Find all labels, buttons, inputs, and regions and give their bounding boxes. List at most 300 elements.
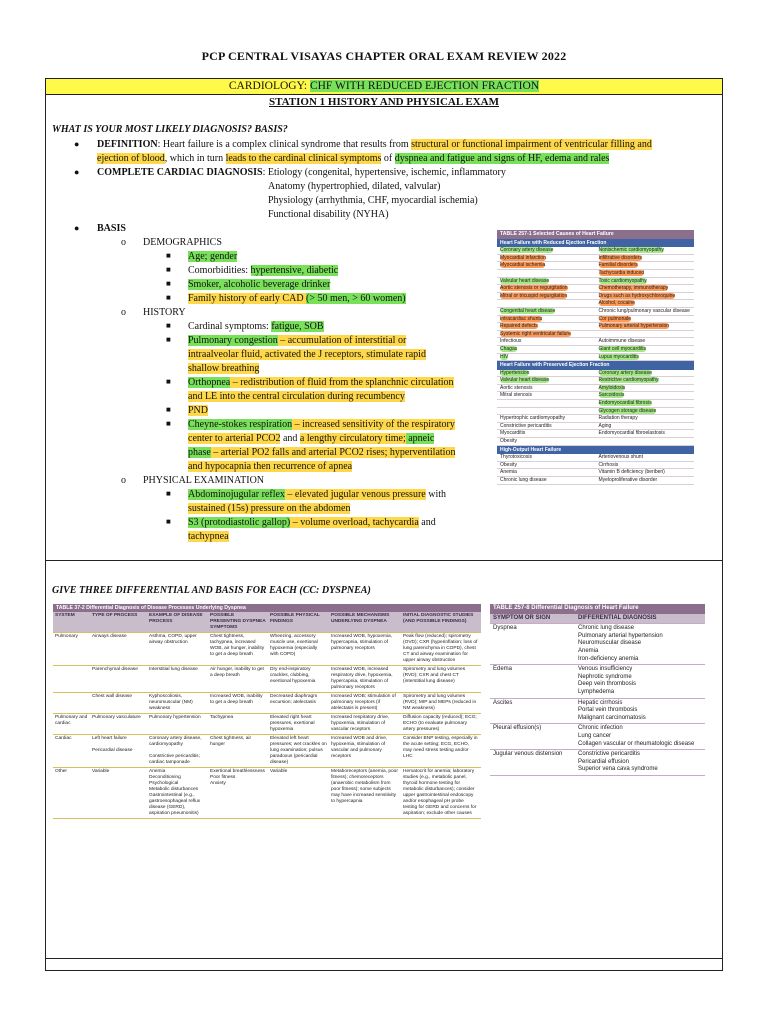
table-cell bbox=[596, 385, 695, 392]
table-row bbox=[497, 385, 694, 393]
table-cell-text: Coronary artery disease bbox=[500, 247, 554, 254]
table-257-1-section: Heart Failure with Reduced Ejection Fraction bbox=[497, 239, 694, 248]
table-cell-text: Endomyocardial fibroelastosis bbox=[598, 430, 665, 437]
table-cell-text: Myocardial infarction bbox=[500, 254, 546, 261]
table-cell: Dyspnea bbox=[493, 625, 517, 632]
table-257-1 bbox=[497, 230, 694, 485]
table-cell bbox=[497, 415, 596, 422]
table-cell-text: Drugs such as hydroxychloroquine bbox=[598, 292, 676, 299]
table-cell-text: Valvular heart disease bbox=[500, 277, 550, 284]
table-cell-text: Hypertension bbox=[500, 369, 530, 376]
table-header-cell: SYMPTOM OR SIGN bbox=[493, 614, 551, 621]
table-cell bbox=[497, 300, 596, 307]
table-cell: Parenchymal disease bbox=[92, 667, 138, 672]
history-item-4 bbox=[188, 404, 208, 417]
table-cell bbox=[497, 438, 596, 445]
bullet-square: ■ bbox=[166, 279, 171, 288]
demo-item-4 bbox=[188, 292, 406, 305]
table-cell bbox=[596, 377, 695, 384]
table-cell: Pulmonary bbox=[55, 634, 78, 639]
table-cell: Chest tightness, tachypnea, increased WOB, air hunger, inability to get a deep breath bbox=[210, 634, 265, 657]
history-item-3-cont bbox=[188, 390, 405, 403]
table-37-2-title: TABLE 37-2 Differential Diagnosis of Disease Processes Underlying Dyspnea bbox=[53, 604, 481, 612]
table-cell: Spirometry and lung volumes (RVD); CXR and chest CT (interstitial lung disease) bbox=[403, 667, 466, 684]
history-text: shallow breathing bbox=[188, 363, 260, 374]
table-row bbox=[497, 430, 694, 438]
demo-text: Comorbidities: bbox=[188, 265, 251, 276]
table-cell-text: Nonischemic cardiomyopathy bbox=[598, 247, 664, 254]
table-cell bbox=[596, 454, 695, 461]
table-cell-text: Congenital heart disease bbox=[500, 307, 556, 314]
table-cell-text: Infectious bbox=[500, 338, 522, 345]
table-cell bbox=[497, 293, 596, 300]
pe-highlight: S3 (protodiastolic gallop) bbox=[188, 517, 291, 528]
table-cell: Anemia Deconditioning Psychological Metabolic disturbances Gastrointestinal (e.g., gastroesophageal reflux disease (GERD), aspiration pneumonitis) bbox=[149, 769, 201, 816]
definition-label: DEFINITION bbox=[97, 139, 158, 150]
history-text: hyperventilation bbox=[389, 447, 456, 458]
pe-text: – volume overload, tachycardia bbox=[290, 517, 419, 528]
table-cell-text: Myocarditis bbox=[500, 430, 526, 437]
table-header-cell: POSSIBLE PHYSICAL FINDINGS bbox=[270, 613, 320, 624]
pe-text: on the abdomen bbox=[284, 503, 351, 514]
table-row bbox=[497, 370, 694, 378]
table-cell bbox=[497, 338, 596, 345]
table-cell bbox=[596, 300, 695, 307]
table-row bbox=[497, 316, 694, 324]
definition-highlight: dyspnea and fatigue and signs of HF, edema and rales bbox=[394, 153, 610, 164]
table-cell bbox=[497, 370, 596, 377]
table-cell-text: Intracardiac shunts bbox=[500, 315, 543, 322]
complete-dx-physiology: Physiology (arrhythmia, CHF, myocardial ischemia) bbox=[268, 195, 478, 206]
table-cell: Chest wall disease bbox=[92, 694, 132, 699]
pe-heading: PHYSICAL EXAMINATION bbox=[143, 475, 265, 486]
history-text: – increased sensitivity of the respiratory bbox=[292, 419, 455, 430]
table-cell bbox=[497, 278, 596, 285]
pe-item-2 bbox=[188, 516, 436, 529]
table-cell bbox=[497, 392, 596, 399]
demo-text: Family history of early CAD bbox=[188, 293, 307, 304]
table-header-cell: TYPE OF PROCESS bbox=[92, 613, 138, 618]
table-cell bbox=[596, 262, 695, 269]
definition-line-2 bbox=[97, 152, 715, 165]
definition-highlight: ejection of blood bbox=[97, 153, 165, 164]
definition-text: , which in turn bbox=[164, 153, 226, 164]
table-cell-text: Autoimmune disease bbox=[598, 338, 646, 345]
question-diagnosis: WHAT IS YOUR MOST LIKELY DIAGNOSIS? BASIS? bbox=[52, 124, 288, 135]
table-cell bbox=[596, 423, 695, 430]
table-257-1-rows bbox=[497, 454, 694, 484]
table-257-8-title: TABLE 257-8 Differential Diagnosis of Heart Failure bbox=[490, 604, 705, 614]
bullet-square: ■ bbox=[166, 321, 171, 330]
table-row bbox=[497, 262, 694, 270]
complete-dx-label: COMPLETE CARDIAC DIAGNOSIS bbox=[97, 167, 263, 178]
bullet-square: ■ bbox=[166, 377, 171, 386]
table-row bbox=[497, 423, 694, 431]
table-header-cell: INITIAL DIAGNOSTIC STUDIES (AND POSSIBLE FINDINGS) bbox=[403, 613, 474, 624]
history-highlight: Pulmonary congestion bbox=[188, 335, 278, 346]
table-cell bbox=[497, 331, 596, 338]
table-cell bbox=[497, 316, 596, 323]
table-cell-text: Mitral stenosis bbox=[500, 392, 532, 399]
bullet-dot: ● bbox=[74, 167, 80, 177]
table-cell: Jugular venous distension bbox=[493, 751, 563, 758]
table-row bbox=[497, 454, 694, 462]
table-cell: Left heart failure Pericardial disease bbox=[92, 736, 133, 753]
table-cell bbox=[596, 400, 695, 407]
table-cell: Increased WOB, hypoxemia, hypercapnia, stimulation of pulmonary receptors bbox=[331, 634, 393, 651]
table-cell-text: Repaired defects bbox=[500, 323, 538, 330]
table-cell-text: Myocardial ischemia bbox=[500, 262, 546, 269]
table-row bbox=[497, 438, 694, 446]
table-cell: Pulmonary vasculature bbox=[92, 715, 141, 720]
table-header-cell: EXAMPLE OF DISEASE PROCESS bbox=[149, 613, 203, 624]
table-cell-text: Radiation therapy bbox=[598, 415, 638, 422]
bullet-circle: o bbox=[121, 237, 126, 248]
table-header-cell: POSSIBLE PRESENTING DYSPNEA SYMPTOMS bbox=[210, 613, 266, 630]
table-257-1-rows bbox=[497, 247, 694, 361]
table-row bbox=[497, 392, 694, 400]
table-cell: Elevated right heart pressures, exertional hypoxemia bbox=[270, 715, 315, 732]
table-cell-text: Chagas bbox=[500, 345, 518, 352]
table-cell-text: Vitamin B deficiency (beriberi) bbox=[598, 469, 665, 476]
table-37-2 bbox=[53, 604, 481, 932]
table-cell-text: Tachycardia induced bbox=[598, 269, 645, 276]
table-cell-text: HIV bbox=[500, 353, 509, 360]
table-cell: Edema bbox=[493, 666, 513, 673]
history-text: – arterial PO2 falls and arterial PCO2 rises; bbox=[210, 447, 390, 458]
banner-prefix: CARDIOLOGY: bbox=[228, 80, 310, 92]
table-cell-text: Restrictive cardiomyopathy bbox=[598, 377, 659, 384]
table-cell-text: Hypertrophic cardiomyopathy bbox=[500, 415, 566, 422]
divider bbox=[45, 958, 723, 959]
table-row bbox=[497, 408, 694, 416]
table-257-1-section: Heart Failure with Preserved Ejection Fraction bbox=[497, 361, 694, 370]
table-row bbox=[497, 308, 694, 316]
table-cell: Hematocrit for anemia; laboratory studies (e.g., metabolic panel, thyroid hormone testing for metabolic disturbances); consider upper gastrointestinal endoscopy and/or esophageal pH probe testing for GERD and concerns for aspiration; exclude other causes bbox=[403, 769, 477, 816]
table-row bbox=[497, 270, 694, 278]
table-cell: Increased WOB and drive, hypoxemia, stimulation of vascular and pulmonary receptors bbox=[331, 736, 388, 759]
history-text: – redistribution of fluid from the splanchnic circulation bbox=[230, 377, 454, 388]
table-cell: Hepatic cirrhosis Portal vein thrombosis Malignant carcinomatosis bbox=[578, 699, 646, 721]
table-cell: Increased WOB, inability to get a deep breath bbox=[210, 694, 263, 705]
table-cell-text: Endomyocardial fibrosis bbox=[598, 400, 652, 407]
table-cell-text: Chronic lung/pulmonary vascular disease bbox=[598, 307, 690, 314]
complete-dx-anatomy: Anatomy (hypertrophied, dilated, valvular) bbox=[268, 181, 441, 192]
table-cell bbox=[497, 400, 596, 407]
table-cell: Variable bbox=[270, 769, 288, 774]
table-cell: Wheezing, accessory muscle use, exertional hypoxemia (especially with COPD) bbox=[270, 634, 318, 657]
table-cell bbox=[596, 316, 695, 323]
table-row bbox=[53, 633, 481, 666]
table-row bbox=[490, 624, 705, 665]
table-cell-text: Systemic right ventricular failure bbox=[500, 330, 571, 337]
table-row bbox=[497, 323, 694, 331]
table-row bbox=[497, 293, 694, 301]
table-cell: Metaboreceptors (anemia, poor fitness); chemoreceptors (anaerobic metabolism from poor fitness); some subjects may have increased sensitivity to hypercapnia bbox=[331, 769, 398, 804]
history-text: a lengthy circulatory time; bbox=[299, 433, 406, 444]
table-cell bbox=[596, 438, 695, 445]
table-cell: Chest tightness, air hunger bbox=[210, 736, 252, 747]
table-row bbox=[497, 346, 694, 354]
table-cell bbox=[497, 262, 596, 269]
table-cell: Ascites bbox=[493, 699, 513, 706]
table-cell: Variable bbox=[92, 769, 110, 774]
table-cell bbox=[497, 323, 596, 330]
table-cell bbox=[596, 278, 695, 285]
table-257-1-section: High-Output Heart Failure bbox=[497, 446, 694, 455]
table-cell-text: Toxic cardiomyopathy bbox=[598, 277, 647, 284]
table-cell-text: Pulmonary arterial hypertension bbox=[598, 323, 670, 330]
demo-item-2 bbox=[188, 264, 338, 277]
bullet-circle: o bbox=[121, 307, 126, 318]
table-row bbox=[53, 768, 481, 819]
table-cell: Other bbox=[55, 769, 67, 774]
table-257-8-header bbox=[490, 614, 705, 625]
complete-dx-line-1 bbox=[97, 166, 657, 179]
table-cell-text: Giant cell myocarditis bbox=[598, 345, 647, 352]
table-cell bbox=[596, 477, 695, 484]
table-cell bbox=[497, 454, 596, 461]
table-cell bbox=[497, 346, 596, 353]
table-row bbox=[497, 377, 694, 385]
table-cell bbox=[596, 430, 695, 437]
table-cell-text: Valvular heart disease bbox=[500, 377, 550, 384]
table-37-2-header bbox=[53, 612, 481, 633]
table-cell bbox=[596, 270, 695, 277]
table-cell bbox=[596, 415, 695, 422]
pe-item-2-cont bbox=[188, 530, 229, 543]
table-cell: Air hunger, inability to get a deep breath bbox=[210, 667, 264, 678]
bullet-square: ■ bbox=[166, 251, 171, 260]
bullet-square: ■ bbox=[166, 335, 171, 344]
table-cell bbox=[596, 392, 695, 399]
pe-text: with bbox=[425, 489, 446, 500]
history-item-5-cont bbox=[188, 446, 455, 459]
demo-highlight: hypertensive, diabetic bbox=[250, 265, 339, 276]
table-cell bbox=[596, 323, 695, 330]
table-cell-text: Aging bbox=[598, 422, 612, 429]
complete-dx-text: : Etiology (congenital, hypertensive, ischemic, inflammatory bbox=[262, 167, 506, 178]
table-cell-text: Glycogen storage disease bbox=[598, 407, 657, 414]
table-row bbox=[497, 462, 694, 470]
pe-text: and bbox=[418, 517, 436, 528]
table-cell: Interstitial lung disease bbox=[149, 667, 198, 672]
table-cell-text: Lupus myocarditis bbox=[598, 353, 639, 360]
table-cell-text: Coronary artery disease bbox=[598, 369, 652, 376]
table-cell bbox=[497, 308, 596, 315]
history-text: PND bbox=[188, 405, 209, 416]
history-item-2-cont bbox=[188, 362, 259, 375]
table-cell-text: Amyloidosis bbox=[598, 384, 626, 391]
question-differential: GIVE THREE DIFFERENTIAL AND BASIS FOR EACH (CC: DYSPNEA) bbox=[52, 585, 371, 596]
history-text: Cardinal symptoms: bbox=[188, 321, 272, 332]
table-cell bbox=[596, 346, 695, 353]
table-257-8 bbox=[490, 604, 705, 776]
demo-text: Age; gender bbox=[188, 251, 238, 262]
table-257-8-body bbox=[490, 624, 705, 776]
table-cell: Cardiac bbox=[55, 736, 72, 741]
table-cell: Chronic lung disease Pulmonary arterial hypertension Neuromuscular disease Anemia Iron-deficiency anemia bbox=[578, 625, 663, 662]
table-cell: Decreased diaphragm excursion; atelectasis bbox=[270, 694, 318, 705]
history-text: and bbox=[280, 433, 300, 444]
table-cell: Increased WOB, increased respiratory drive, hypoxemia, hypercapnia, stimulation of pulmonary receptors bbox=[331, 667, 393, 690]
station-heading: STATION 1 HISTORY AND PHYSICAL EXAM bbox=[269, 96, 499, 108]
history-item-5-cont bbox=[188, 432, 434, 445]
table-257-1-rows bbox=[497, 370, 694, 446]
history-text: center to arterial PCO2 bbox=[188, 433, 281, 444]
bullet-square: ■ bbox=[166, 405, 171, 414]
table-cell bbox=[497, 285, 596, 292]
table-cell: Peak flow (reduced); spirometry (OVD); CXR (hyperinflation; loss of lung parenchyma in COPD), chest CT and airway examination for upper airway obstruction bbox=[403, 634, 478, 663]
table-row bbox=[497, 255, 694, 263]
table-row bbox=[497, 338, 694, 346]
table-row bbox=[497, 477, 694, 485]
bullet-square: ■ bbox=[166, 293, 171, 302]
table-cell bbox=[596, 293, 695, 300]
bullet-square: ■ bbox=[166, 265, 171, 274]
table-cell: Constrictive pericarditis Pericardial effusion Superior vena cava syndrome bbox=[578, 751, 658, 773]
table-cell-text: Aortic stenosis bbox=[500, 384, 533, 391]
table-cell: Exertional breathlessness Poor fitness Anxiety bbox=[210, 769, 265, 786]
table-row bbox=[497, 400, 694, 408]
table-row bbox=[497, 285, 694, 293]
bullet-square: ■ bbox=[166, 489, 171, 498]
table-cell: Dry end-inspiratory crackles, clubbing, exertional hypoxemia bbox=[270, 667, 316, 684]
table-row bbox=[490, 724, 705, 750]
table-cell-text: Alcohol, cocaine bbox=[598, 300, 635, 307]
table-row bbox=[53, 693, 481, 714]
history-item-5-cont bbox=[188, 460, 352, 473]
table-cell: Airways disease bbox=[92, 634, 127, 639]
table-cell bbox=[596, 247, 695, 254]
table-cell bbox=[497, 255, 596, 262]
bullet-square: ■ bbox=[166, 419, 171, 428]
definition-line-1 bbox=[97, 138, 715, 151]
table-cell-text: Cor pulmonale bbox=[598, 315, 632, 322]
table-37-2-body bbox=[53, 633, 481, 819]
table-cell bbox=[596, 338, 695, 345]
table-row bbox=[490, 699, 705, 725]
table-cell: Tachypnea bbox=[210, 715, 234, 720]
definition-highlight: leads to the cardinal clinical symptoms bbox=[225, 153, 382, 164]
table-cell-text: Infiltrative disorders bbox=[598, 254, 642, 261]
pe-text: tachypnea bbox=[188, 531, 229, 542]
bullet-dot: ● bbox=[74, 139, 80, 149]
table-cell bbox=[596, 408, 695, 415]
table-cell-text: Chronic lung disease bbox=[500, 477, 547, 483]
table-row bbox=[490, 750, 705, 776]
table-cell bbox=[497, 270, 596, 277]
table-cell bbox=[497, 430, 596, 437]
table-row bbox=[497, 331, 694, 339]
table-cell bbox=[53, 666, 90, 692]
table-cell bbox=[497, 423, 596, 430]
demo-item-3 bbox=[188, 278, 330, 291]
table-cell: Increased WOB; stimulation of pulmonary receptors (if atelectasis is present) bbox=[331, 694, 396, 711]
table-row bbox=[490, 665, 705, 698]
table-cell bbox=[497, 469, 596, 476]
pe-item-1-cont bbox=[188, 502, 350, 515]
bullet-circle: o bbox=[121, 475, 126, 486]
history-text: – accumulation of interstitial or bbox=[277, 335, 407, 346]
banner-topic: CHF WITH REDUCED EJECTION FRACTION bbox=[309, 80, 540, 92]
table-257-1-title: TABLE 257-1 Selected Causes of Heart Failure bbox=[497, 230, 694, 239]
table-cell: Venous insufficiency Nephrotic syndrome Deep vein thrombosis Lymphedema bbox=[578, 666, 637, 695]
definition-text: : Heart failure is a complex clinical syndrome that results from bbox=[157, 139, 412, 150]
demo-item-1 bbox=[188, 250, 237, 263]
basis-label: BASIS bbox=[97, 223, 126, 234]
table-cell bbox=[596, 370, 695, 377]
table-cell bbox=[497, 247, 596, 254]
table-header-cell: DIFFERENTIAL DIAGNOSIS bbox=[578, 614, 657, 621]
table-cell: Elevated left heart pressures; wet crackles on lung examination; pulsus paradoxus (pericardial disease) bbox=[270, 736, 327, 765]
table-cell-text: Cirrhosis bbox=[598, 461, 619, 468]
pe-text: sustained (15s) pressure bbox=[188, 503, 285, 514]
table-row bbox=[497, 300, 694, 308]
history-heading: HISTORY bbox=[143, 307, 186, 318]
history-highlight: phase bbox=[188, 447, 211, 458]
table-cell-text: Chemotherapy, immunotherapy bbox=[598, 285, 669, 292]
table-cell-text: Aortic stenosis or regurgitation bbox=[500, 285, 568, 292]
history-item-3 bbox=[188, 376, 454, 389]
history-item-2-cont bbox=[188, 348, 426, 361]
table-row bbox=[497, 247, 694, 255]
history-highlight: apneic bbox=[405, 433, 435, 444]
table-cell bbox=[596, 331, 695, 338]
definition-highlight: structural or functional impairment of ventricular filling and bbox=[411, 139, 652, 150]
page-title: PCP CENTRAL VISAYAS CHAPTER ORAL EXAM REVIEW 2022 bbox=[201, 49, 567, 63]
divider bbox=[45, 560, 723, 561]
table-cell bbox=[596, 308, 695, 315]
table-header-cell: SYSTEM bbox=[55, 613, 75, 618]
table-header-cell: POSSIBLE MECHANISMS UNDERLYING DYSPNEA bbox=[331, 613, 390, 624]
table-cell: Pulmonary hypertension bbox=[149, 715, 201, 720]
history-item-2 bbox=[188, 334, 488, 347]
table-row bbox=[53, 666, 481, 693]
table-cell: Kyphoscoliosis, neuromuscular (NM) weakness bbox=[149, 694, 193, 711]
definition-text: of bbox=[381, 153, 395, 164]
table-cell: Coronary artery disease, cardiomyopathy Constrictive pericarditis; cardiac tamponade bbox=[149, 736, 202, 765]
table-cell: Consider BNP testing, especially in the acute setting; ECG, ECHO, may need stress testing and/or LHC bbox=[403, 736, 478, 759]
history-text: and LE into the central circulation during recumbency bbox=[188, 391, 405, 402]
table-cell-text: Obesity bbox=[500, 461, 517, 468]
table-cell bbox=[497, 477, 596, 484]
table-row bbox=[497, 354, 694, 362]
table-row bbox=[53, 735, 481, 768]
history-highlight: Orthopnea bbox=[188, 377, 231, 388]
pe-text: – elevated jugular venous pressure bbox=[284, 489, 426, 500]
complete-dx-functional: Functional disability (NYHA) bbox=[268, 209, 389, 220]
table-cell-text: Myeloproliferative disorder bbox=[598, 477, 658, 483]
table-cell: Spirometry and lung volumes (RVD); MIP and MEPs (reduced in NM weakness) bbox=[403, 694, 477, 711]
table-cell bbox=[596, 469, 695, 476]
table-cell bbox=[596, 255, 695, 262]
table-cell: Pulmonary and cardiac bbox=[55, 715, 88, 726]
table-cell bbox=[596, 354, 695, 361]
history-text: and hypocapnia then recurrence of apnea bbox=[188, 461, 353, 472]
table-cell bbox=[497, 377, 596, 384]
table-row bbox=[497, 278, 694, 286]
table-cell: Diffusion capacity (reduced); ECG; ECHO (to evaluate pulmonary artery pressures) bbox=[403, 715, 477, 732]
history-highlight: Cheyne-stokes respiration bbox=[188, 419, 293, 430]
table-cell bbox=[53, 693, 90, 713]
table-cell bbox=[596, 462, 695, 469]
bullet-square: ■ bbox=[166, 517, 171, 526]
table-cell: Pleural effusion(s) bbox=[493, 725, 542, 732]
table-cell bbox=[497, 385, 596, 392]
demo-text: Smoker, alcoholic beverage drinker bbox=[188, 279, 331, 290]
table-row bbox=[53, 714, 481, 735]
